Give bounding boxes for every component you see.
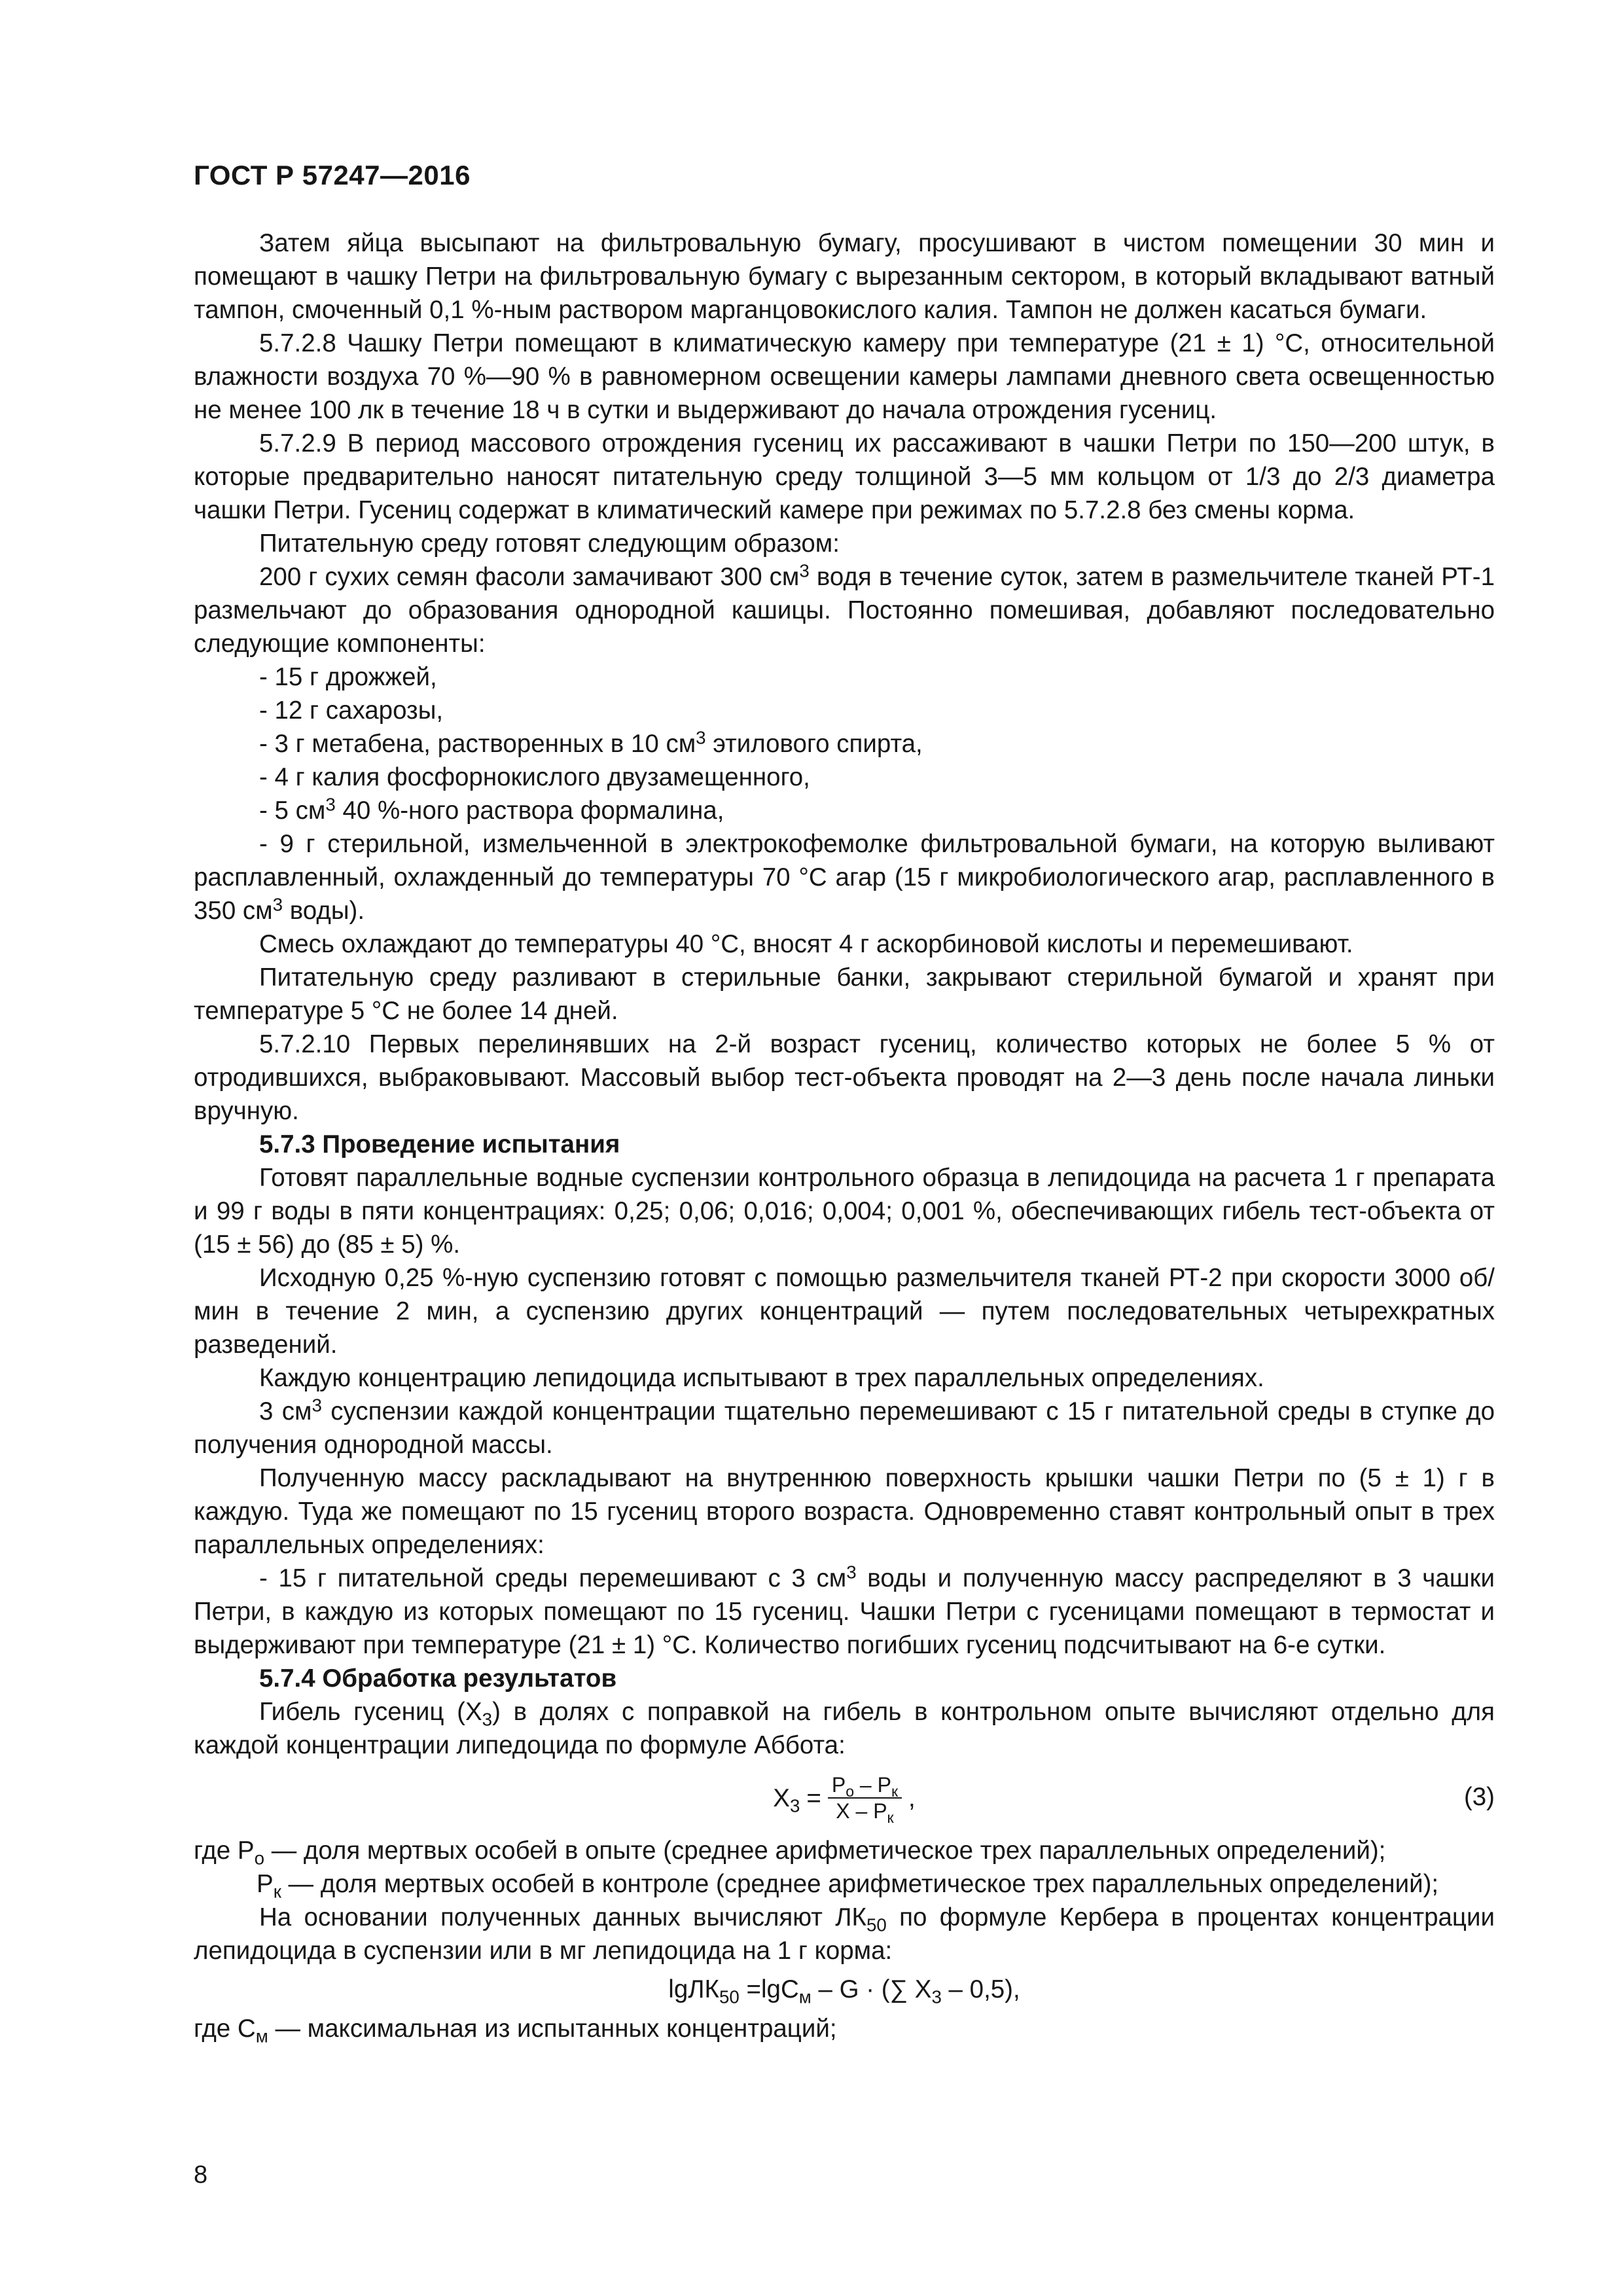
list-item-text: - 9 г стерильной, измельченной в электрокофемолке фильтровальной бумаги, на которую выливают расплавленный, охлажденный до температуры 70 °С агар (15 г микробиологического агар, расплавленного в 350 см: [194, 830, 1495, 925]
paragraph-text: суспензии каждой концентрации тщательно перемешивают с 15 г питательной среды в ступке до получения однородной массы.: [194, 1397, 1495, 1459]
formula-kerber: [194, 1970, 1495, 2009]
paragraph-text: — максимальная из испытанных концентраций;: [268, 2015, 837, 2043]
document-header: ГОСТ Р 57247—2016: [194, 160, 471, 190]
section-heading-5-7-4: 5.7.4 Обработка результатов: [259, 1664, 617, 1693]
paragraph-text: 200 г сухих семян фасоли замачивают 300 см: [259, 563, 800, 591]
superscript: 3: [325, 794, 336, 815]
subscript: 50: [719, 1986, 740, 2007]
superscript: 3: [846, 1562, 857, 1583]
where-clause-po: [194, 1834, 1495, 1867]
paragraph-text: Р: [257, 1870, 274, 1898]
formula-symbol: – 0,5),: [941, 1975, 1020, 2003]
list-item-text: - 5 см: [259, 797, 326, 825]
paragraph-text: Питательную среду разливают в стерильные банки, закрывают стерильной бумагой и хранят при температуре 5 °С не более 14 дней.: [194, 963, 1495, 1025]
paragraph-text: ) в долях с поправкой на гибель в контрольном опыте вычисляют отдельно для каждой концентрации липедоцида по формуле Аббота:: [194, 1698, 1495, 1759]
formula-expression: [773, 1772, 916, 1826]
subscript: м: [798, 1986, 812, 2007]
subscript: о: [846, 1782, 855, 1800]
clause-5-7-2-9: [194, 427, 1495, 527]
formula-symbol: lgЛК: [668, 1975, 719, 2003]
paragraph-text: 5.7.2.8 Чашку Петри помещают в климатическую камеру при температуре (21 ± 1) °С, относительной влажности воздуха 70 %—90 % в равномерном освещении камеры лампами дневного света освещенностью не менее 100 лк в течение 18 ч в сутки и выдерживают до начала отрождения гусениц.: [194, 329, 1495, 424]
list-item-text: - 3 г метабена, растворенных в 10 см: [259, 730, 696, 758]
list-item: [194, 761, 1495, 794]
paragraph-text: — доля мертвых особей в опыте (среднее арифметическое трех параллельных определений);: [264, 1837, 1386, 1865]
paragraph: [194, 927, 1495, 961]
equation-number: (3): [1463, 1783, 1495, 1811]
list-item-text: этилового спирта,: [705, 730, 923, 758]
fraction-denominator: [832, 1799, 897, 1826]
clause-5-7-2-10: [194, 1028, 1495, 1128]
paragraph-text: На основании полученных данных вычисляют ЛК: [259, 1903, 866, 1931]
paragraph: [194, 1361, 1495, 1395]
list-item: [194, 727, 1495, 761]
formula-symbol: – Р: [854, 1773, 891, 1797]
superscript: 3: [696, 727, 706, 748]
list-item-text: - 4 г калия фосфорнокислого двузамещенного,: [259, 763, 810, 791]
formula-lhs: [773, 1782, 800, 1815]
where-clause-cm: [194, 2012, 1495, 2045]
paragraph-text: по формуле Кербера в процентах концентрации лепидоцида в суспензии или в мг лепидоцида на 1 г корма:: [194, 1903, 1495, 1965]
formula-symbol: Х: [773, 1784, 790, 1812]
document-body: [194, 226, 1495, 2045]
page-number: 8: [194, 2161, 208, 2189]
subscript: к: [273, 1881, 281, 1902]
paragraph-text: Питательную среду готовят следующим образом:: [259, 529, 840, 558]
paragraph-text: 3 см: [259, 1397, 312, 1426]
equals-sign: =: [806, 1784, 821, 1812]
subscript: м: [255, 2026, 268, 2047]
paragraph-text: Затем яйца высыпают на фильтровальную бумагу, просушивают в чистом помещении 30 мин и помещают в чашку Петри на фильтровальную бумагу с вырезанным сектором, в который вкладывают ватный тампон, смоченный 0,1 %-ным раствором марганцовокислого калия. Тампон не должен касаться бумаги.: [194, 229, 1495, 324]
list-item-text: - 15 г дрожжей,: [259, 663, 437, 691]
list-item: [194, 794, 1495, 827]
paragraph: [194, 1695, 1495, 1762]
fraction-numerator: [828, 1772, 902, 1799]
list-item-text: воды и полученную массу распределяют в 3 чашки Петри, в каждую из которых помещают по 15 гусениц. Чашки Петри с гусеницами помещают в термостат и выдерживают при температуре (21 ± 1) °С. Количество погибших гусениц подсчитывают на 6-е сутки.: [194, 1564, 1495, 1659]
subscript: 3: [931, 1986, 942, 2007]
formula-symbol: – G · (∑ Х: [811, 1975, 932, 2003]
formula-symbol: Р: [831, 1773, 846, 1797]
formula-comma: ,: [908, 1784, 916, 1812]
formula-symbol: =lgС: [739, 1975, 799, 2003]
paragraph: [194, 1462, 1495, 1562]
formula-fraction: [828, 1772, 902, 1826]
paragraph-text: 5.7.2.9 В период массового отрождения гусениц их рассаживают в чашки Петри по 150—200 штук, в которые предварительно наносят питательную среду толщиной 3—5 мм кольцом от 1/3 до 2/3 диаметра чашки Петри. Гусениц содержат в климатический камере при режимах по 5.7.2.8 без смены корма.: [194, 429, 1495, 524]
list-item-text: - 12 г сахарозы,: [259, 696, 444, 725]
list-item: [194, 1562, 1495, 1662]
subscript: 3: [482, 1709, 493, 1730]
paragraph-text: — доля мертвых особей в контроле (среднее арифметическое трех параллельных определений);: [281, 1870, 1439, 1898]
paragraph-text: Гибель гусениц (Х: [259, 1698, 482, 1726]
list-item-text: воды).: [283, 897, 365, 925]
formula-abbott: [194, 1762, 1495, 1834]
subscript: 50: [866, 1914, 887, 1935]
paragraph-text: Полученную массу раскладывают на внутреннюю поверхность крышки чашки Петри по (5 ± 1) г в каждую. Туда же помещают по 15 гусениц второго возраста. Одновременно ставят контрольный опыт в трех параллельных определениях:: [194, 1464, 1495, 1559]
paragraph-text: Готовят параллельные водные суспензии контрольного образца в лепидоцида на расчета 1 г препарата и 99 г воды в пяти концентрациях: 0,25; 0,06; 0,016; 0,004; 0,001 %, обеспечивающих гибель тест-объекта от (15 ± 56) до (85 ± 5) %.: [194, 1164, 1495, 1259]
list-item: [194, 694, 1495, 727]
paragraph-text: Исходную 0,25 %-ную суспензию готовят с помощью размельчителя тканей РТ-2 при скорости 3000 об/мин в течение 2 мин, а суспензию других концентраций — путем последовательных четырехкратных разведений.: [194, 1264, 1495, 1359]
paragraph: [194, 1901, 1495, 1967]
superscript: 3: [312, 1395, 322, 1416]
paragraph: [194, 560, 1495, 660]
paragraph-text: Смесь охлаждают до температуры 40 °С, вносят 4 г аскорбиновой кислоты и перемешивают.: [259, 930, 1353, 958]
list-item-text: 40 %-ного раствора формалина,: [335, 797, 724, 825]
paragraph: [194, 1395, 1495, 1462]
list-item: [194, 827, 1495, 927]
subscript: к: [891, 1782, 899, 1800]
paragraph: [194, 961, 1495, 1028]
where-clause-pk: [194, 1867, 1495, 1901]
paragraph-text: Каждую концентрацию лепидоцида испытывают в трех параллельных определениях.: [259, 1364, 1264, 1392]
paragraph-text: где Р: [194, 1837, 255, 1865]
subscript: 3: [789, 1795, 800, 1816]
paragraph-text: где С: [194, 2015, 256, 2043]
paragraph: [194, 1161, 1495, 1261]
paragraph: [194, 527, 1495, 560]
subscript: к: [887, 1808, 894, 1826]
clause-5-7-2-8: [194, 327, 1495, 427]
paragraph-text: водя в течение суток, затем в размельчителе тканей РТ-1 размельчают до образования однородной кашицы. Постоянно помешивая, добавляют последовательно следующие компоненты:: [194, 563, 1495, 658]
paragraph: [194, 1261, 1495, 1361]
subscript: о: [254, 1848, 264, 1869]
formula-symbol: Х – Р: [836, 1799, 887, 1823]
superscript: 3: [272, 894, 283, 915]
paragraph-text: 5.7.2.10 Первых перелинявших на 2-й возраст гусениц, количество которых не более 5 % от отродившихся, выбраковывают. Массовый выбор тест-объекта проводят на 2—3 день после начала линьки вручную.: [194, 1030, 1495, 1125]
section-heading-5-7-3: 5.7.3 Проведение испытания: [259, 1130, 620, 1158]
list-item: [194, 660, 1495, 694]
list-item-text: - 15 г питательной среды перемешивают с 3 см: [259, 1564, 847, 1592]
paragraph: [194, 226, 1495, 327]
superscript: 3: [799, 560, 810, 581]
